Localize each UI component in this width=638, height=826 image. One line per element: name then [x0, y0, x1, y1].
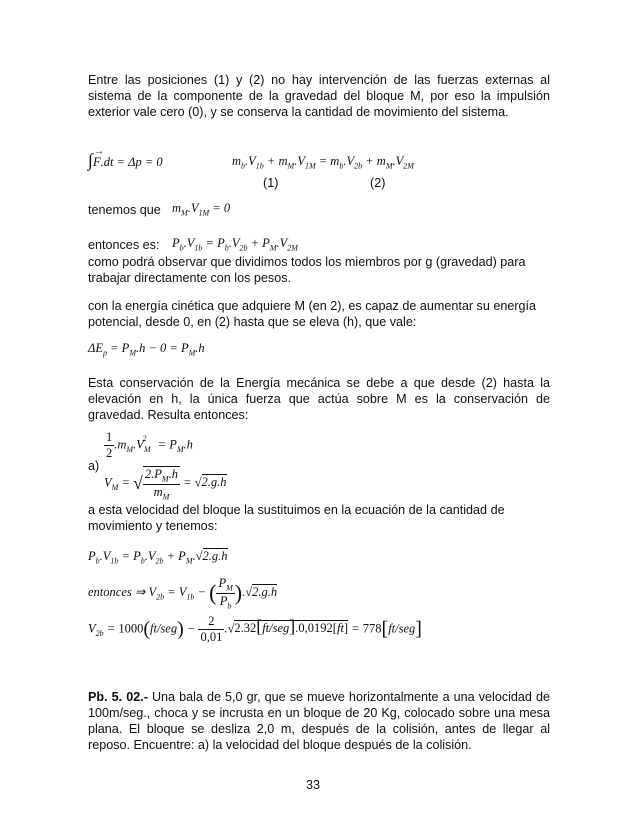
label-position-2: (2)	[370, 176, 386, 190]
paragraph-conservation: Esta conservación de la Energía mecánica se debe a que desde (2) hasta la elevación en h, la única fuerza que actúa sobre M es la conservación de gravedad. Resulta entonces:	[88, 376, 550, 422]
equation-then: entonces ⇒ $V_{2b} = V_{1b}$ − ( $\frac{P_M}{P_b}$ ).√2.g.h	[88, 576, 278, 610]
page-number: 33	[306, 778, 321, 792]
problem-statement: Una bala de 5,0 gr, que se mueve horizontalmente a una velocidad de 100m/seg., choca y se incrusta en un bloque de 20 Kg, colocado sobre una mesa plana. El bloque se desliza 2,0 m, después de la colisión, antes de llegar al reposo. Encuentre: a) la velocidad del bloque después de la colisión.	[88, 690, 550, 752]
equation-impulse: ∫F → .dt = Δp = 0	[88, 146, 163, 170]
paragraph-kinetic: con la energía cinética que adquiere M (en 2), es capaz de aumentar su energía potencial, desde 0, en (2) hasta que se eleva (h), que vale:	[88, 299, 537, 329]
text-entonces-es: entonces es:	[88, 238, 160, 252]
equation-weights: $P_b.V_{1b} = P_b.V_{2b} + P_M.V_{2M}$	[172, 236, 298, 253]
equation-substituted: $P_b.V_{1b} = P_b.V_{2b} + P_M.√2.g.h$	[88, 549, 228, 566]
equation-potential-energy: $\Delta E_p = P_M.h - 0 = P_M.h$	[88, 341, 205, 358]
label-position-1: (1)	[263, 176, 279, 190]
equation-momentum: $m_b.V_{1b} + m_M.V_{1M} = m_b.V_{2b} + m_M.V_{2M}$	[232, 154, 414, 171]
paragraph-substitute: a esta velocidad del bloque la sustituimos en la ecuación de la cantidad de movimiento y tenemos:	[88, 503, 505, 533]
paragraph-divide-g: como podrá observar que dividimos todos los miembros por g (gravedad) para trabajar directamente con los pesos.	[88, 255, 526, 285]
equation-energy: $\frac{1}{2}$ $.m_M.V_M^2 = P_M.h$	[106, 430, 193, 460]
label-a: a)	[88, 459, 100, 473]
equation-velocity-block: $V_M$ = √ $\frac{2.P_M.h}{m_M}$ = √2.g.h	[104, 467, 227, 501]
paragraph-problem	[88, 689, 550, 753]
paragraph-impulse: Entre las posiciones (1) y (2) no hay intervención de las fuerzas externas al sistema de la componente de la gravedad del bloque M, por eso la impulsión exterior vale cero (0), y se conserva la cantidad de movimiento del sistema.	[88, 73, 550, 119]
text-tenemos-que: tenemos que	[88, 203, 161, 217]
problem-number: Pb. 5. 02.-	[88, 690, 148, 704]
equation-numeric: $V_{2b} = 1000(ft/seg)$ − $\frac{2}{0,01}$ .√2.32[ft/seg].0,0192[ft] = 778[ft/seg]	[88, 614, 422, 644]
equation-initial-block: $m_M.V_{1M} = 0$	[172, 201, 231, 218]
